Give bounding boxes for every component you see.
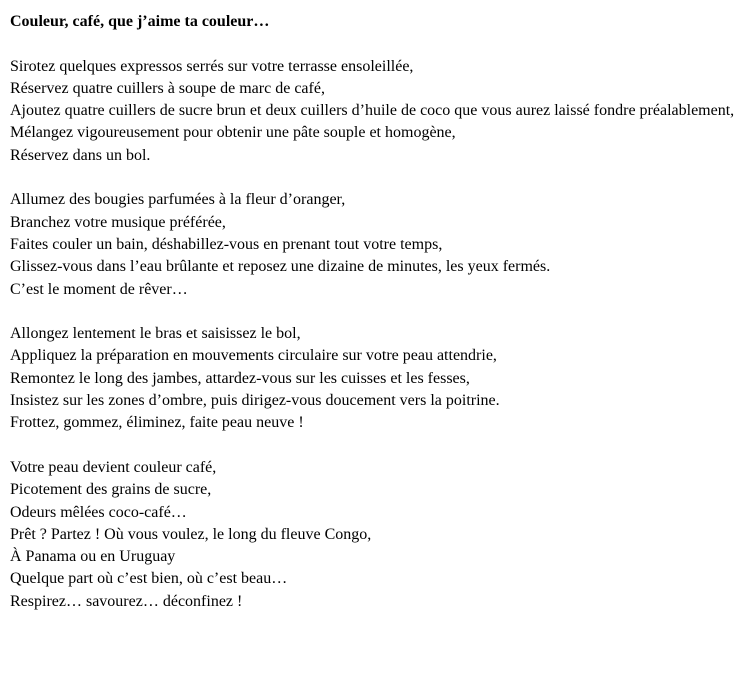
stanza-line: Prêt ? Partez ! Où vous voulez, le long du fleuve Congo,: [10, 525, 372, 543]
stanza-line: Branchez votre musique préférée,: [10, 213, 226, 231]
stanza-line: Réservez dans un bol.: [10, 146, 151, 164]
stanza-line: Frottez, gommez, éliminez, faite peau neuve !: [10, 414, 304, 432]
stanza-1: [10, 56, 740, 167]
stanza-4: [10, 457, 740, 613]
document-body: [10, 11, 740, 635]
stanza-line: Mélangez vigoureusement pour obtenir une pâte souple et homogène,: [10, 124, 456, 142]
stanza-line: Votre peau devient couleur café,: [10, 458, 217, 476]
stanza-line: Glissez-vous dans l’eau brûlante et reposez une dizaine de minutes, les yeux fermés.: [10, 258, 551, 276]
stanza-line: Faites couler un bain, déshabillez-vous en prenant tout votre temps,: [10, 235, 443, 253]
stanza-line: Respirez… savourez… déconfinez !: [10, 592, 243, 610]
stanza-3: [10, 323, 740, 434]
stanza-line: Quelque part où c’est bien, où c’est beau…: [10, 570, 288, 588]
stanza-line: Allongez lentement le bras et saisissez le bol,: [10, 325, 301, 343]
stanza-line: Picotement des grains de sucre,: [10, 481, 212, 499]
stanza-line: Odeurs mêlées coco-café…: [10, 503, 187, 521]
document-title: Couleur, café, que j’aime ta couleur…: [10, 13, 270, 30]
stanza-line: Réservez quatre cuillers à soupe de marc de café,: [10, 79, 325, 97]
stanza-line: À Panama ou en Uruguay: [10, 548, 176, 566]
stanza-line: C’est le moment de rêver…: [10, 280, 188, 298]
stanza-line: Insistez sur les zones d’ombre, puis dirigez-vous doucement vers la poitrine.: [10, 392, 500, 410]
stanza-line: Remontez le long des jambes, attardez-vous sur les cuisses et les fesses,: [10, 369, 470, 387]
stanza-line: Allumez des bougies parfumées à la fleur d’oranger,: [10, 191, 346, 209]
stanza-line: Sirotez quelques expressos serrés sur votre terrasse ensoleillée,: [10, 57, 414, 75]
stanza-line: Ajoutez quatre cuillers de sucre brun et deux cuillers d’huile de coco que vous aurez laissé fondre préalablement,: [10, 102, 735, 120]
stanza-line: Appliquez la préparation en mouvements circulaire sur votre peau attendrie,: [10, 347, 497, 365]
stanza-2: [10, 189, 740, 300]
